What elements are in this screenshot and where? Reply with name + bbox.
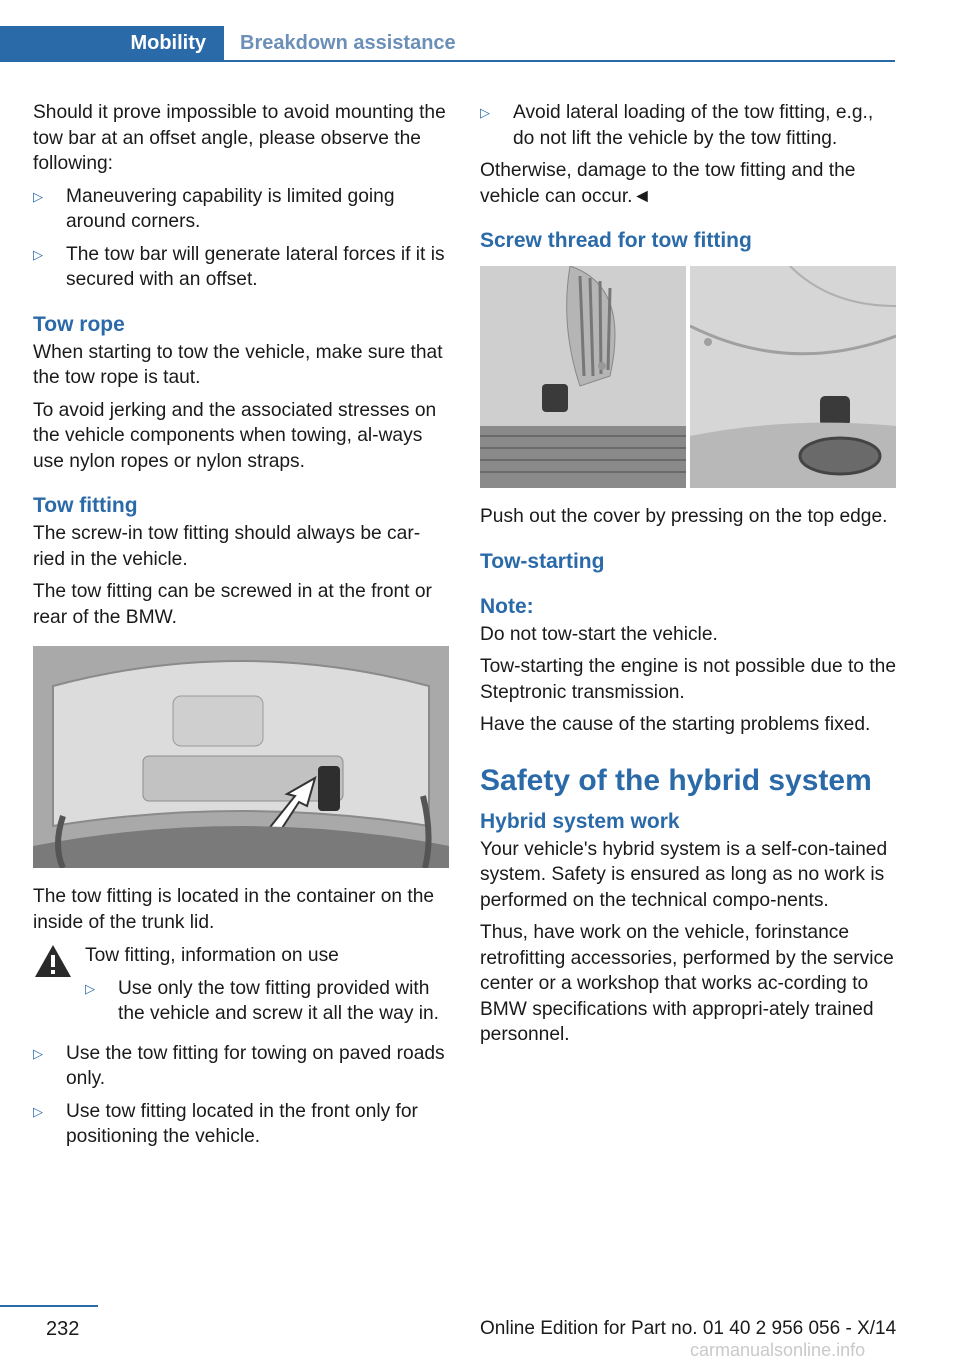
note-heading: Note:: [480, 594, 534, 618]
triangle-bullet-icon: ▷: [33, 1103, 43, 1119]
footer-rule: [0, 1305, 98, 1307]
hybrid-paragraph-1: Your vehicle's hybrid system is a self-con-tained system. Safety is ensured as long as no work is performed on the technical compo-nents.: [480, 838, 888, 911]
header-section-tab: [0, 26, 224, 60]
bullet-text: Use tow fitting located in the front only for positioning the vehicle.: [66, 1100, 418, 1147]
tow-fitting-heading: Tow fitting: [33, 494, 138, 517]
header-section-label: Mobility: [130, 31, 206, 54]
rear-bumper-photo: [690, 266, 896, 488]
tow-starting-heading: Tow-starting: [480, 549, 605, 573]
safety-heading: Safety of the hybrid system: [480, 763, 872, 797]
header-subsection-label: Breakdown assistance: [240, 31, 456, 54]
note-paragraph-1: Do not tow-start the vehicle.: [480, 623, 718, 645]
front-bumper-photo: [480, 266, 686, 488]
trunk-lid-photo: [33, 646, 449, 868]
triangle-bullet-icon: ▷: [480, 105, 490, 120]
list-item: [33, 1099, 449, 1150]
damage-note: Otherwise, damage to the tow fitting and the vehicle can occur.◄: [480, 160, 856, 207]
tow-fitting-paragraph-1: The screw-in tow fitting should always be car-ried in the vehicle.: [33, 523, 421, 570]
right-column: [480, 100, 896, 1055]
cover-caption: Push out the cover by pressing on the top edge.: [480, 506, 888, 527]
thread-heading: Screw thread for tow fitting: [480, 229, 752, 252]
screw-thread-photo: [480, 266, 896, 488]
tow-fitting-paragraph-2: The tow fitting can be screwed in at the front or rear of the BMW.: [33, 581, 432, 628]
header-subsection: [224, 26, 895, 60]
warning-box: [33, 943, 449, 1034]
watermark: carmanualsonline.info: [690, 1340, 866, 1360]
triangle-bullet-icon: ▷: [85, 980, 95, 996]
page-number: 232: [46, 1318, 80, 1340]
trunk-caption: The tow fitting is located in the container on the inside of the trunk lid.: [33, 886, 435, 933]
list-item: [33, 184, 449, 235]
triangle-bullet-icon: ▷: [33, 188, 43, 204]
list-item: [33, 1041, 449, 1092]
left-column: [33, 100, 449, 1157]
bullet-text: Avoid lateral loading of the tow fitting, e.g., do not lift the vehicle by the tow fitting.: [513, 102, 874, 149]
note-paragraph-3: Have the cause of the starting problems fixed.: [480, 714, 871, 735]
tow-rope-heading: Tow rope: [33, 312, 125, 336]
bullet-text: Maneuvering capability is limited going around corners.: [66, 185, 395, 232]
tow-rope-paragraph-1: When starting to tow the vehicle, make sure that the tow rope is taut.: [33, 341, 443, 388]
hybrid-work-heading: Hybrid system work: [480, 809, 680, 833]
list-item: [480, 100, 896, 151]
hybrid-paragraph-2: Thus, have work on the vehicle, forinstance retrofitting accessories, performed by the service center or a workshop that works ac-cording to BMW specifications with appropri-ately trained personnel.: [480, 922, 894, 1045]
warning-triangle-icon: [33, 943, 85, 1034]
warning-title: Tow fitting, information on use: [85, 945, 339, 966]
trunk-lid-illustration: [33, 646, 449, 868]
front-bumper-illustration: [480, 266, 686, 488]
list-item: [33, 242, 449, 293]
list-item: [85, 976, 449, 1027]
warning-body: [85, 943, 449, 1034]
bullet-text: The tow bar will generate lateral forces if it is secured with an offset.: [66, 243, 445, 290]
header-rule: [0, 60, 895, 62]
intro-paragraph: Should it prove impossible to avoid mounting the tow bar at an offset angle, please observe the following:: [33, 102, 446, 174]
note-paragraph-2: Tow-starting the engine is not possible due to the Steptronic transmission.: [480, 656, 896, 703]
edition-text: Online Edition for Part no. 01 40 2 956 056 - X/14: [480, 1318, 897, 1339]
rear-bumper-illustration: [690, 266, 896, 488]
bullet-text: Use the tow fitting for towing on paved roads only.: [66, 1042, 445, 1089]
triangle-bullet-icon: ▷: [33, 1045, 43, 1061]
tow-rope-paragraph-2: To avoid jerking and the associated stresses on the vehicle components when towing, al-ways use nylon ropes or nylon straps.: [33, 399, 437, 472]
bullet-text: Use only the tow fitting provided with the vehicle and screw it all the way in.: [118, 977, 440, 1024]
triangle-bullet-icon: ▷: [33, 246, 43, 262]
